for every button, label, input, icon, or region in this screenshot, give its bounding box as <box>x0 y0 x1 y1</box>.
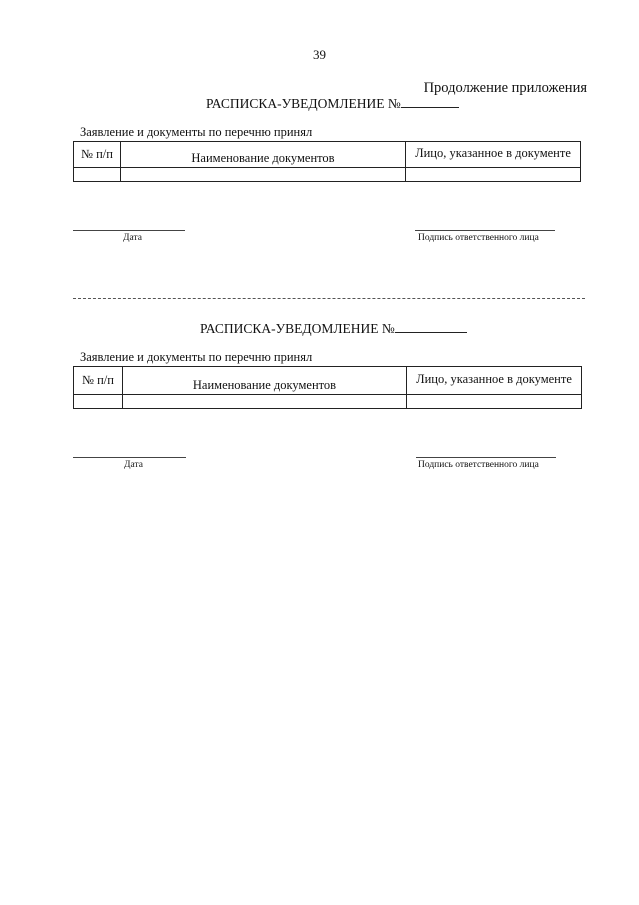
table-header-row <box>74 142 581 168</box>
signature-line[interactable] <box>416 457 556 458</box>
date-line[interactable] <box>73 230 185 231</box>
accepted-text: Заявление и документы по перечню принял <box>80 125 313 139</box>
header-person: Лицо, указанное в документе <box>406 142 581 168</box>
table-row <box>74 168 581 182</box>
documents-table <box>73 366 582 409</box>
cell-document-name[interactable] <box>121 168 406 182</box>
cell-number[interactable] <box>74 395 123 409</box>
header-document-name: Наименование документов <box>121 142 406 168</box>
receipt-number-blank[interactable] <box>395 321 467 333</box>
documents-table <box>73 141 581 182</box>
cell-number[interactable] <box>74 168 121 182</box>
cell-person[interactable] <box>406 168 581 182</box>
date-label: Дата <box>123 233 142 243</box>
receipt-title-text: РАСПИСКА-УВЕДОМЛЕНИЕ № <box>200 321 395 336</box>
receipt-title <box>200 321 467 337</box>
signature-label: Подпись ответственного лица <box>418 233 539 243</box>
header-person: Лицо, указанное в документе <box>407 367 582 395</box>
signature-line[interactable] <box>415 230 555 231</box>
receipt-number-blank[interactable] <box>401 96 459 108</box>
header-number: № п/п <box>74 142 121 168</box>
receipt-title <box>206 96 459 112</box>
receipt-title-text: РАСПИСКА-УВЕДОМЛЕНИЕ № <box>206 96 401 111</box>
cell-document-name[interactable] <box>123 395 407 409</box>
page-number: 39 <box>313 47 326 62</box>
cut-line-divider <box>73 298 585 299</box>
table-header-row <box>74 367 582 395</box>
header-document-name: Наименование документов <box>123 367 407 395</box>
cell-person[interactable] <box>407 395 582 409</box>
table-row <box>74 395 582 409</box>
continuation-title: Продолжение приложения <box>423 80 587 96</box>
accepted-text: Заявление и документы по перечню принял <box>80 350 313 364</box>
date-label: Дата <box>124 460 143 470</box>
date-line[interactable] <box>73 457 186 458</box>
header-number: № п/п <box>74 367 123 395</box>
signature-label: Подпись ответственного лица <box>418 460 539 470</box>
